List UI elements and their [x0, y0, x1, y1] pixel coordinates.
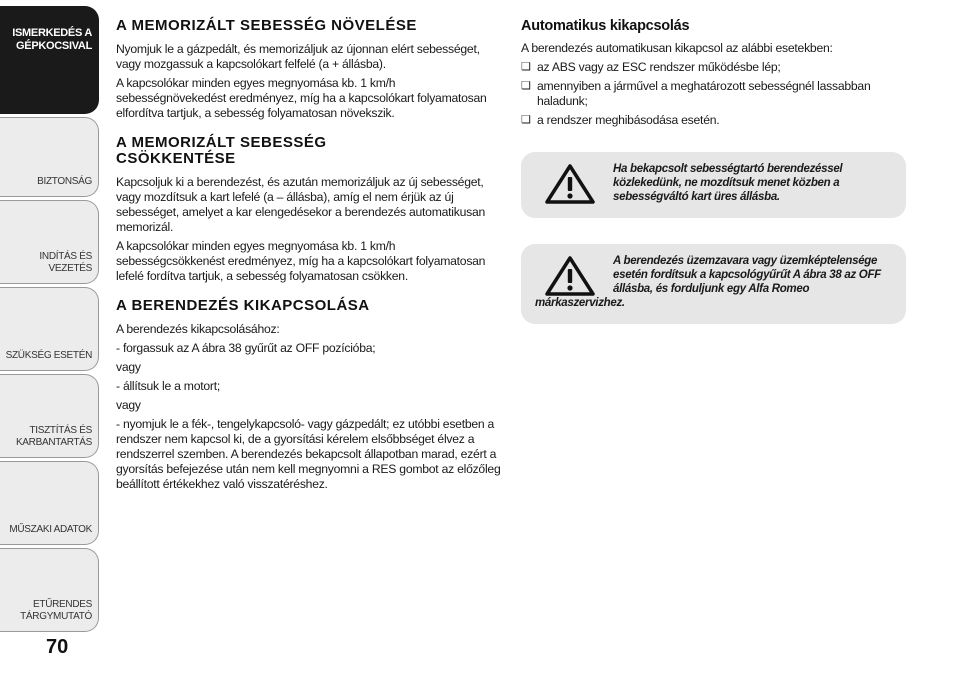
- page-number: 70: [46, 636, 69, 658]
- warning-icon: [545, 256, 595, 296]
- tab-inditas[interactable]: [0, 200, 99, 284]
- paragraph: A berendezés automatikusan kikapcsol az alábbi esetekben:: [521, 41, 833, 55]
- section-title: Automatikus kikapcsolás: [521, 18, 690, 34]
- tab-muszaki[interactable]: [0, 461, 99, 545]
- paragraph: vagy: [116, 360, 141, 374]
- tab-label: INDÍTÁS ÉS VEZETÉS: [39, 251, 92, 274]
- section-decrease: [116, 135, 501, 284]
- list-item: ❏ amennyiben a járművel a meghatározott sebességnél lassabban haladunk;: [521, 79, 906, 109]
- paragraph: A kapcsolókar minden egyes megnyomása kb. 1 km/h sebességnövekedést eredményez, míg ha a kapcsolókart folyamatosan elfordítva tartjuk, a sebesség folyamatosan növekszik.: [116, 76, 487, 120]
- tab-ismerkedes[interactable]: [0, 6, 99, 114]
- warning-icon: [545, 164, 595, 204]
- condition-list: [521, 60, 906, 128]
- paragraph: - állítsuk le a motort;: [116, 379, 220, 393]
- tab-biztonsag[interactable]: [0, 117, 99, 197]
- paragraph: Nyomjuk le a gázpedált, és memorizáljuk az újonnan elért sebességet, vagy mozgassuk a kapcsolókart felfelé (a + állásba).: [116, 42, 480, 71]
- right-column: [521, 18, 906, 324]
- section-increase: [116, 18, 501, 121]
- tab-label: SZÜKSÉG ESETÉN: [5, 350, 92, 361]
- paragraph: - forgassuk az A ábra 38 gyűrűt az OFF pozícióba;: [116, 341, 376, 355]
- tab-label: MŰSZAKI ADATOK: [9, 524, 92, 535]
- left-column: [116, 18, 501, 506]
- tab-targymutato[interactable]: [0, 548, 99, 632]
- paragraph: A kapcsolókar minden egyes megnyomása kb. 1 km/h sebességcsökkenést eredményez, míg ha a kapcsolókart folyamatosan lefelé fordítva tartjuk, a sebesség folyamatosan csökken.: [116, 239, 486, 283]
- section-title: A MEMORIZÁLT SEBESSÉG NÖVELÉSE: [116, 17, 417, 34]
- tab-label: ISMERKEDÉS A GÉPKOCSIVAL: [12, 27, 92, 52]
- warning-box: [521, 244, 906, 324]
- section-title: A BERENDEZÉS KIKAPCSOLÁSA: [116, 297, 370, 314]
- warning-text: Ha bekapcsolt sebességtartó berendezéssel közlekedünk, ne mozdítsuk menet közben a sebességváltó kart üres állásba.: [613, 163, 843, 203]
- list-item: ❏ a rendszer meghibásodása esetén.: [521, 113, 906, 128]
- tab-label: BIZTONSÁG: [37, 176, 92, 187]
- tab-szukseg[interactable]: [0, 287, 99, 371]
- paragraph: vagy: [116, 398, 141, 412]
- paragraph: A berendezés kikapcsolásához:: [116, 322, 280, 336]
- tab-label: ETŰRENDES TÁRGYMUTATÓ: [20, 599, 92, 622]
- warning-text: A berendezés üzemzavara vagy üzemképtelensége esetén fordítsuk a kapcsológyűrűt A ábra 38 az OFF állásba, és forduljunk egy Alfa Romeo márkaszervizhez.: [535, 255, 881, 309]
- paragraph: - nyomjuk le a fék-, tengelykapcsoló- vagy gázpedált; ez utóbbi esetben a rendszer nem kapcsol ki, de a gyorsítási kérelem elsőbbséget élvez a rendszerrel szemben. A berendezés bekapcsolt állapotban marad, ezért a gyorsítás befejezése után nem kell megnyomni a RES gombot az előzőleg beállított értékekhez való visszatéréshez.: [116, 417, 501, 491]
- tab-tisztitas[interactable]: [0, 374, 99, 458]
- paragraph: Kapcsoljuk ki a berendezést, és azután memorizáljuk az új sebességet, vagy mozdítsuk a kart lefelé (a – állásba), amíg el nem érjük az új sebességet, amelyet a kar elengedésekor a berendezés automatikusan memorizál.: [116, 175, 486, 234]
- list-item: ❏ az ABS vagy az ESC rendszer működésbe lép;: [521, 60, 906, 75]
- section-title: A MEMORIZÁLT SEBESSÉG CSÖKKENTÉSE: [116, 134, 327, 167]
- section-disable: [116, 298, 501, 492]
- tab-label: TISZTÍTÁS ÉS KARBANTARTÁS: [15, 425, 92, 448]
- warning-box: [521, 152, 906, 218]
